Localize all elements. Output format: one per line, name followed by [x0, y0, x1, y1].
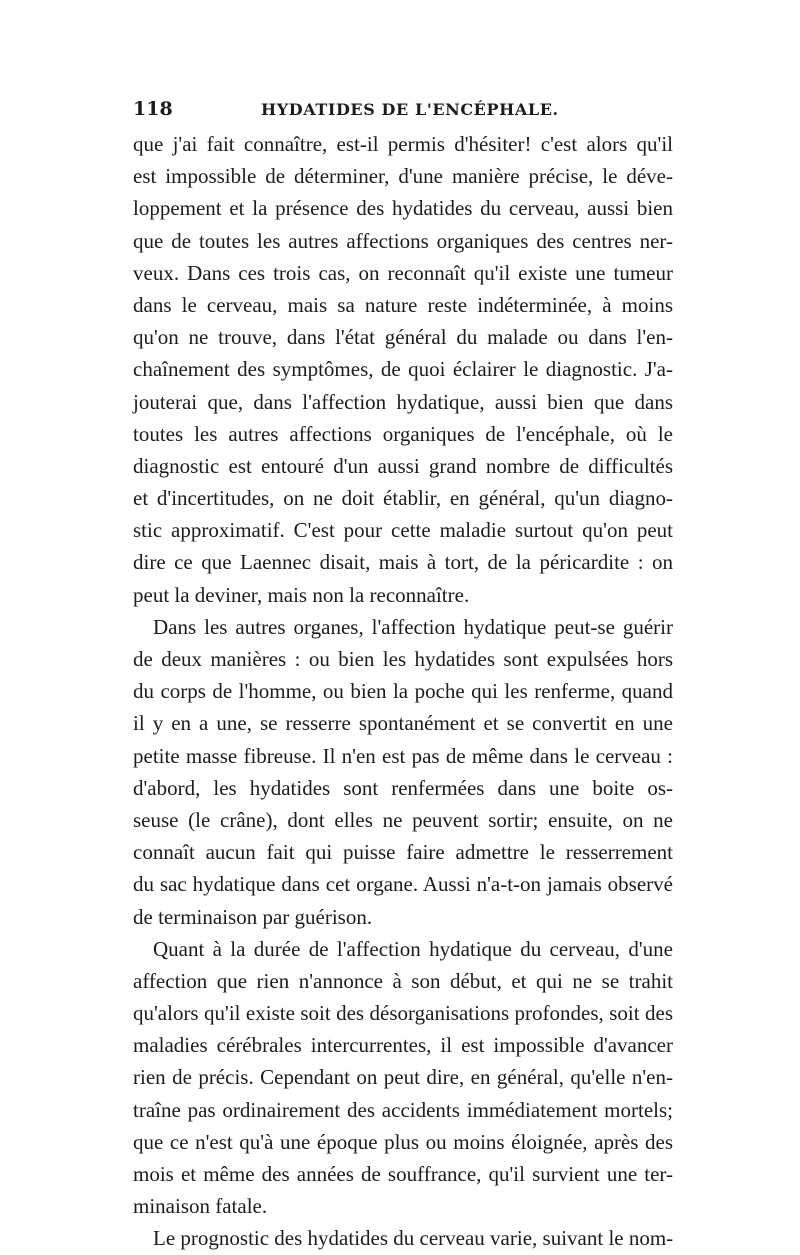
- text-line: rien de précis. Cependant on peut dire, en général, qu'elle n'en-: [133, 1065, 673, 1090]
- text-line: du corps de l'homme, ou bien la poche qui les renferme, quand: [133, 679, 673, 704]
- text-line: Le prognostic des hydatides du cerveau varie, suivant le nom-: [153, 1226, 674, 1251]
- text-line: que ce n'est qu'à une époque plus ou moins éloignée, après des: [133, 1129, 673, 1154]
- text-line: de deux manières : ou bien les hydatides sont expulsées hors: [133, 647, 673, 671]
- text-line: affection que rien n'annonce à son début, et qui ne se trahit: [133, 968, 673, 993]
- text-line: qu'on ne trouve, dans l'état général du malade ou dans l'en-: [133, 325, 673, 350]
- body-text: [133, 128, 673, 1255]
- text-line: diagnostic est entouré d'un aussi grand nombre de difficultés: [133, 453, 673, 478]
- page-header: [133, 98, 673, 124]
- text-line: connaît aucun fait qui puisse faire admettre le resserrement: [133, 840, 673, 865]
- text-line: du sac hydatique dans cet organe. Aussi n'a-t-on jamais observé: [133, 872, 673, 897]
- text-line: traîne pas ordinairement des accidents immédiatement mortels;: [133, 1097, 673, 1122]
- text-line: que j'ai fait connaître, est-il permis d'hésiter! c'est alors qu'il: [133, 132, 673, 156]
- text-line: il y en a une, se resserre spontanément et se convertit en une: [133, 711, 673, 736]
- text-line: jouterai que, dans l'affection hydatique, aussi bien que dans: [133, 389, 673, 414]
- page-number: 118: [133, 98, 173, 120]
- text-line: stic approximatif. C'est pour cette maladie surtout qu'on peut: [133, 518, 673, 543]
- text-line: dans le cerveau, mais sa nature reste indéterminée, à moins: [133, 292, 673, 317]
- text-line: est impossible de déterminer, d'une manière précise, le déve-: [133, 164, 673, 189]
- text-line: loppement et la présence des hydatides du cerveau, aussi bien: [133, 196, 673, 221]
- text-line: Dans les autres organes, l'affection hydatique peut-se guérir: [153, 614, 673, 639]
- text-line: dire ce que Laennec disait, mais à tort, de la péricardite : on: [133, 550, 673, 575]
- text-line: de terminaison par guérison.: [133, 904, 373, 929]
- text-line: seuse (le crâne), dont elles ne peuvent sortir; ensuite, on ne: [133, 807, 673, 832]
- text-line: veux. Dans ces trois cas, on reconnaît qu'il existe une tumeur: [133, 260, 673, 285]
- text-line: et d'incertitudes, on ne doit établir, en général, qu'un diagno-: [133, 486, 673, 511]
- text-line: petite masse fibreuse. Il n'en est pas de même dans le cerveau :: [133, 743, 673, 768]
- text-line: chaînement des symptômes, de quoi éclairer le diagnostic. J'a-: [133, 357, 673, 382]
- text-line: mois et même des années de souffrance, qu'il survient une ter-: [133, 1162, 673, 1186]
- text-line: maladies cérébrales intercurrentes, il est impossible d'avancer: [133, 1033, 673, 1058]
- text-line: Quant à la durée de l'affection hydatique du cerveau, d'une: [153, 936, 673, 961]
- text-line: d'abord, les hydatides sont renfermées dans une boite os-: [133, 775, 673, 800]
- text-line: que de toutes les autres affections organiques des centres ner-: [133, 228, 673, 253]
- running-head: HYDATIDES DE L'ENCÉPHALE.: [261, 100, 559, 119]
- text-line: qu'alors qu'il existe soit des désorganisations profondes, soit des: [133, 1001, 673, 1026]
- text-line: peut la deviner, mais non la reconnaître.: [133, 582, 470, 607]
- text-line: toutes les autres affections organiques de l'encéphale, où le: [133, 421, 673, 446]
- text-line: minaison fatale.: [133, 1194, 268, 1219]
